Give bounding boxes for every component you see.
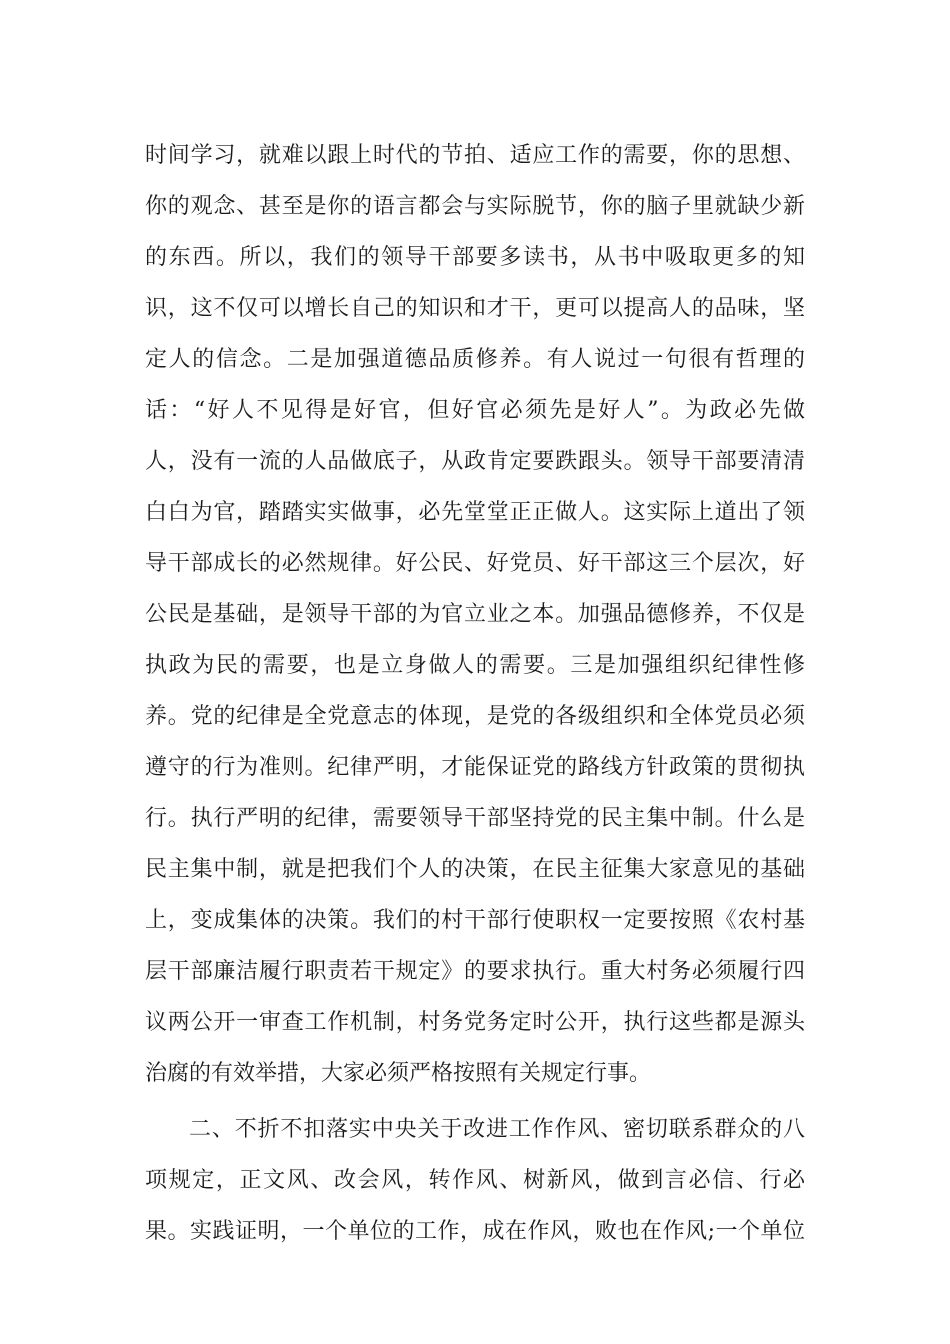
text-line: 的东西。所以，我们的领导干部要多读书，从书中吸取更多的知 xyxy=(145,245,805,270)
text-line: 话：“好人不见得是好官，但好官必须先是好人”。为政必先做 xyxy=(145,398,805,423)
paragraph-last-line: 治腐的有效举措，大家必须严格按照有关规定行事。 xyxy=(145,1061,652,1086)
paragraph-first-line: 二、不折不扣落实中央关于改进工作作风、密切联系群众的八 xyxy=(189,1117,805,1142)
text-line: 项规定，正文风、改会风，转作风、树新风，做到言必信、行必 xyxy=(145,1168,805,1193)
text-line: 养。党的纪律是全党意志的体现，是党的各级组织和全体党员必须 xyxy=(145,704,805,729)
text-line: 行。执行严明的纪律，需要领导干部坚持党的民主集中制。什么是 xyxy=(145,806,805,831)
text-line: 执政为民的需要，也是立身做人的需要。三是加强组织纪律性修 xyxy=(145,653,805,678)
text-line: 果。实践证明，一个单位的工作，成在作风，败也在作风;一个单位 xyxy=(145,1219,805,1244)
text-line: 遵守的行为准则。纪律严明，才能保证党的路线方针政策的贯彻执 xyxy=(145,755,805,780)
text-line: 导干部成长的必然规律。好公民、好党员、好干部这三个层次，好 xyxy=(145,551,805,576)
text-line: 定人的信念。二是加强道德品质修养。有人说过一句很有哲理的 xyxy=(145,347,805,372)
text-line: 人，没有一流的人品做底子，从政肯定要跌跟头。领导干部要清清 xyxy=(145,449,805,474)
text-line: 议两公开一审查工作机制，村务党务定时公开，执行这些都是源头 xyxy=(145,1010,805,1035)
text-line: 时间学习，就难以跟上时代的节拍、适应工作的需要，你的思想、 xyxy=(145,143,805,168)
text-line: 你的观念、甚至是你的语言都会与实际脱节，你的脑子里就缺少新 xyxy=(145,194,805,219)
text-line: 民主集中制，就是把我们个人的决策，在民主征集大家意见的基础 xyxy=(145,857,805,882)
text-line: 公民是基础，是领导干部的为官立业之本。加强品德修养，不仅是 xyxy=(145,602,805,627)
text-line: 识，这不仅可以增长自己的知识和才干，更可以提高人的品味，坚 xyxy=(145,296,805,321)
text-line: 上，变成集体的决策。我们的村干部行使职权一定要按照《农村基 xyxy=(145,908,805,933)
text-line: 层干部廉洁履行职责若干规定》的要求执行。重大村务必须履行四 xyxy=(145,959,805,984)
body-text xyxy=(145,130,805,1257)
text-line: 白白为官，踏踏实实做事，必先堂堂正正做人。这实际上道出了领 xyxy=(145,500,805,525)
